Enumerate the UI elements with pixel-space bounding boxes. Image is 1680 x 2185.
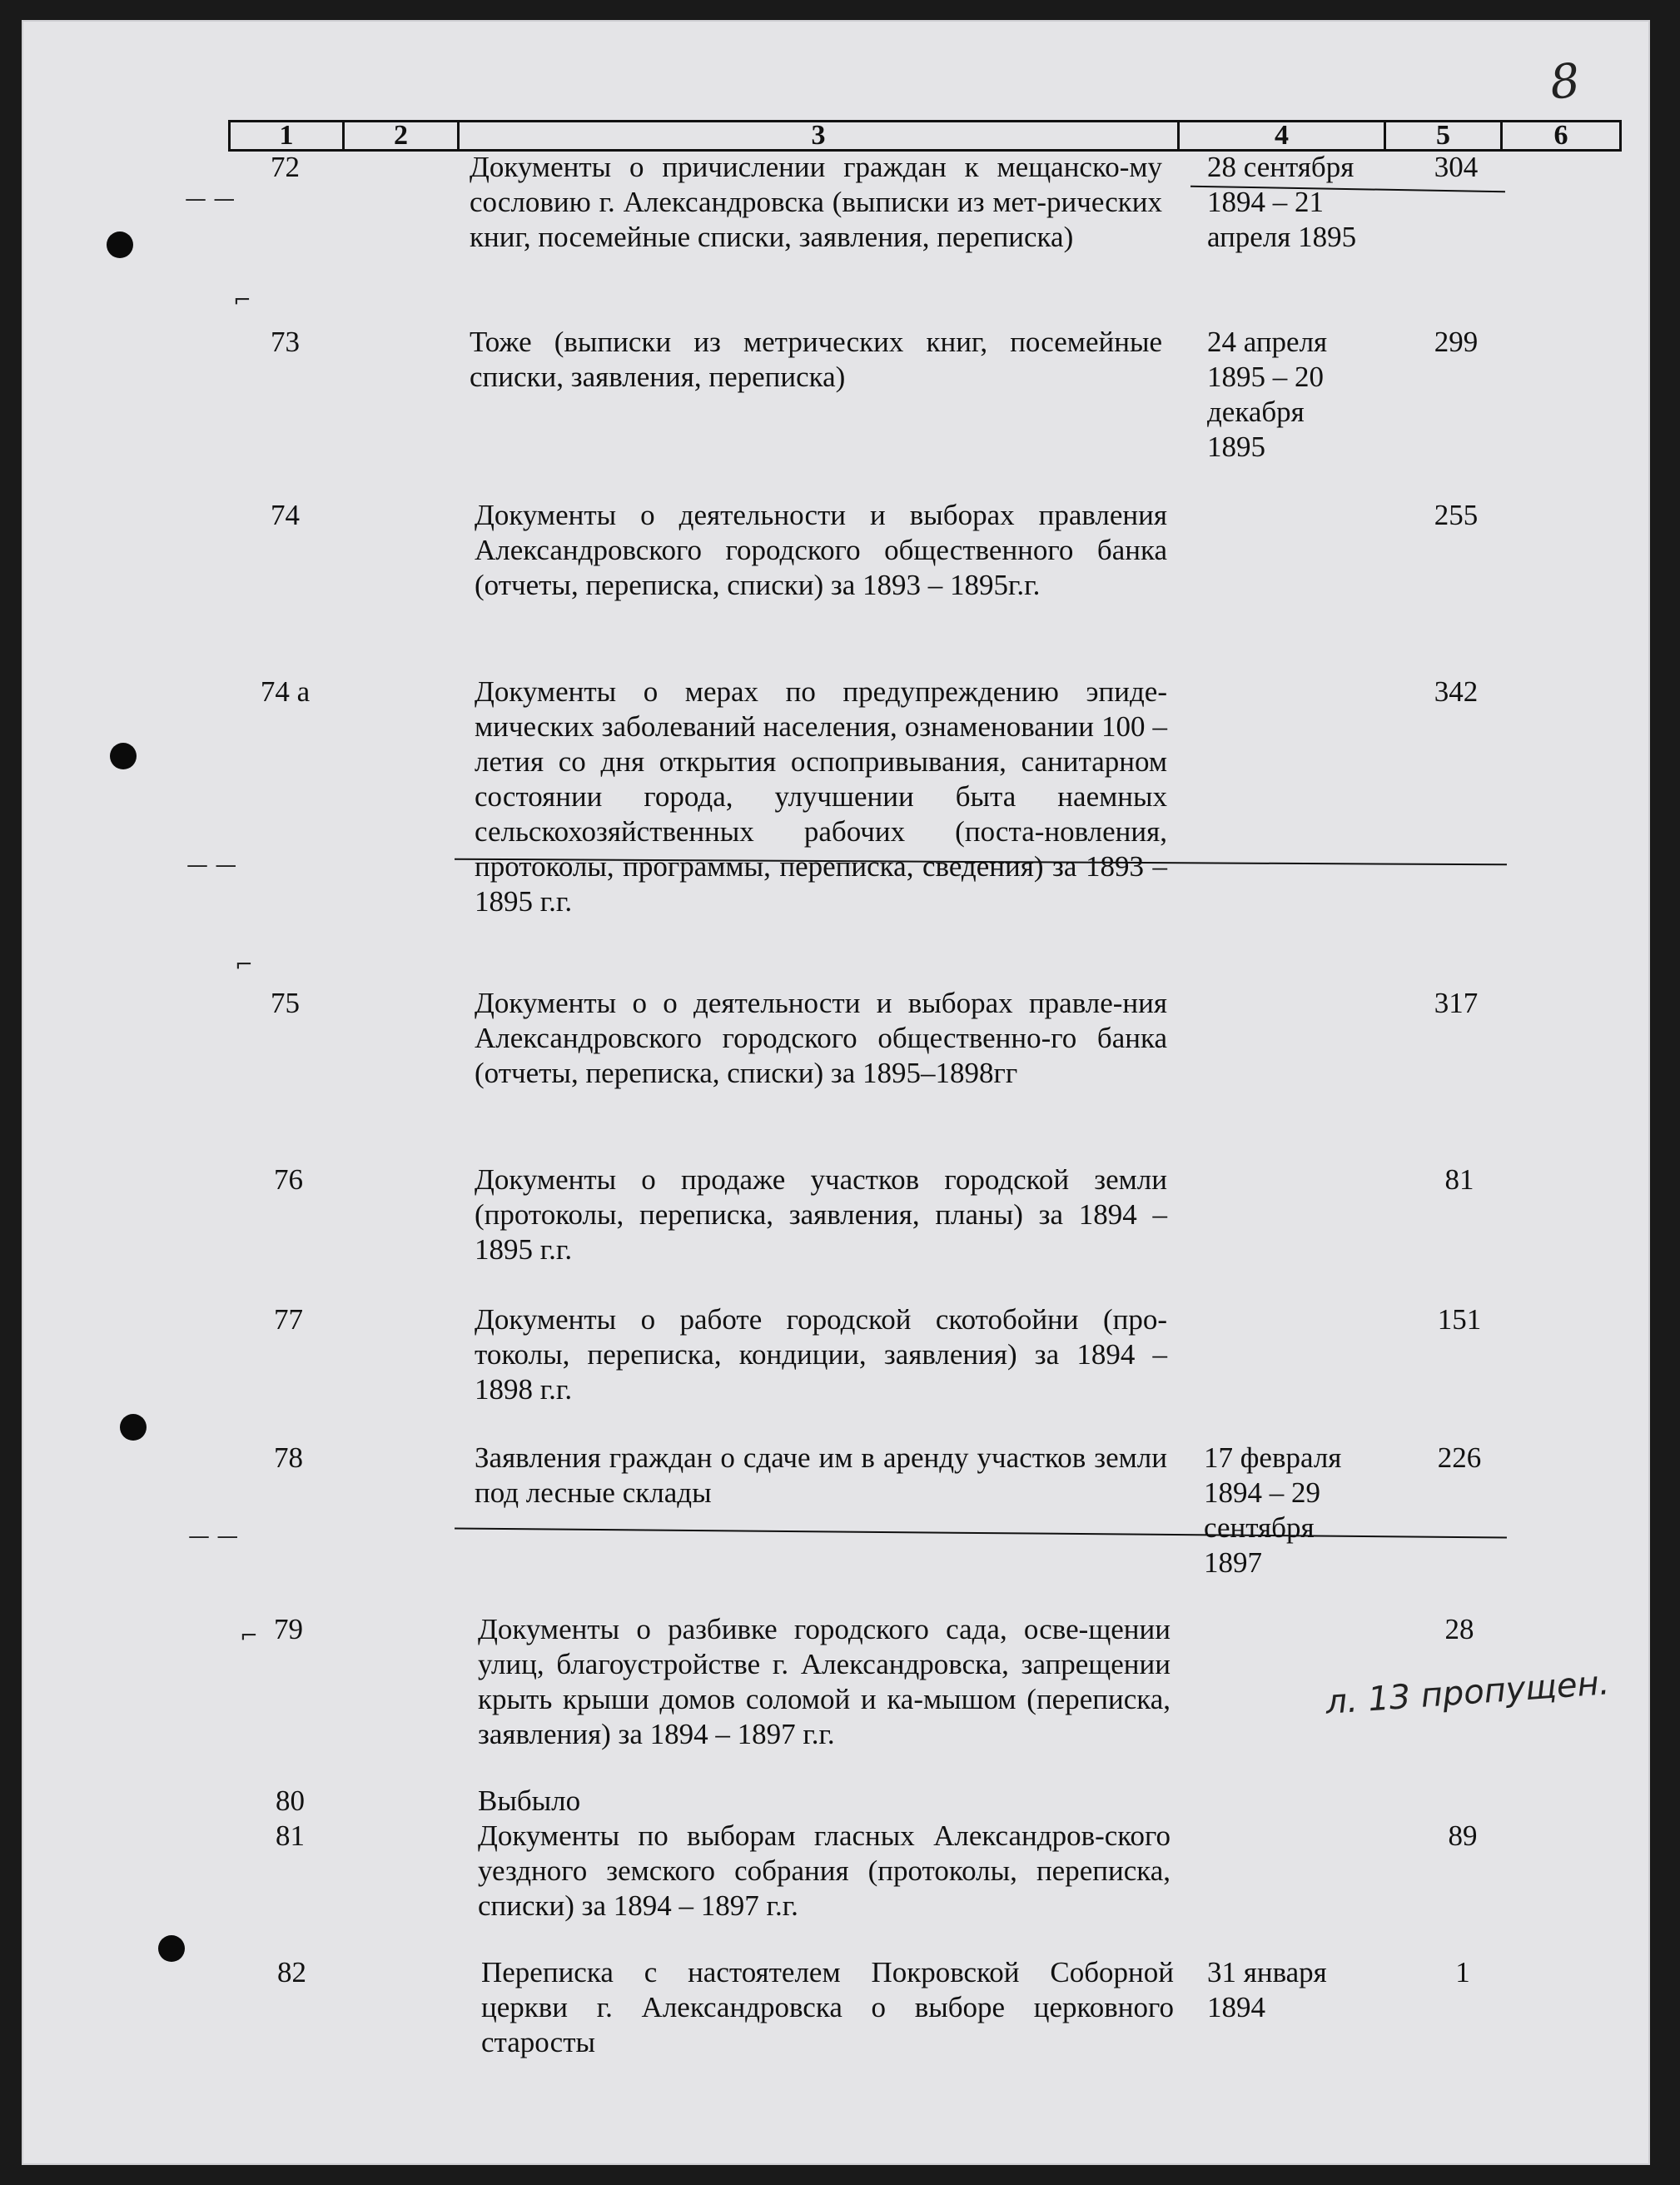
- punch-hole: [110, 743, 137, 769]
- row-sheets: 342: [1434, 675, 1479, 708]
- row-number: 80: [276, 1784, 305, 1817]
- row-title: Тоже (выписки из метрических книг, посемейные списки, заявления, переписка): [470, 326, 1162, 393]
- folio-number: 8: [1547, 53, 1583, 111]
- header-col-6: 6: [1553, 120, 1568, 151]
- row-sheets: 304: [1434, 151, 1479, 183]
- row-number: 74: [271, 499, 300, 531]
- row-number: 72: [271, 151, 300, 183]
- row-dates: 24 апреля 1895 – 20 декабря 1895: [1207, 326, 1328, 463]
- row-number: 78: [274, 1441, 303, 1474]
- row-dates: 31 января 1894: [1207, 1956, 1327, 2023]
- row-number: 81: [276, 1819, 305, 1852]
- row-title: Документы о причислении граждан к мещанско-му сословию г. Александровска (выписки из мет-рических книг, посемейные списки, заявления, переписка): [470, 151, 1162, 253]
- row-title: Документы о разбивке городского сада, осве-щении улиц, благоустройстве г. Александровска, запрещении крыть крыши домов соломой и ка-мышом (переписка, заявления) за 1894 – 1897 г.г.: [478, 1613, 1171, 1750]
- margin-mark: — —: [185, 187, 236, 212]
- row-sheets: 317: [1434, 987, 1479, 1019]
- header-col-1: 1: [231, 122, 345, 149]
- row-sheets: 226: [1437, 1441, 1482, 1474]
- row-number: 76: [274, 1163, 303, 1196]
- punch-hole: [158, 1935, 185, 1962]
- margin-mark: — —: [188, 1524, 239, 1549]
- row-sheets: 81: [1444, 1163, 1474, 1196]
- header-col-4: 4: [1180, 122, 1386, 149]
- margin-mark: ⌐: [240, 1624, 258, 1649]
- row-number: 79: [274, 1613, 303, 1645]
- row-number: 73: [271, 326, 300, 358]
- row-title: Выбыло: [478, 1784, 581, 1817]
- document-sheet: [22, 20, 1650, 2165]
- row-title: Документы о продаже участков городской земли (протоколы, переписка, заявления, планы) за 1894 –1895 г.г.: [475, 1163, 1167, 1266]
- row-number: 74 а: [260, 675, 311, 708]
- margin-mark: ⌐: [233, 288, 251, 313]
- row-title: Документы о о деятельности и выборах правле-ния Александровского городского общественно-го банка (отчеты, переписка, списки) за 1895–1898гг: [475, 987, 1167, 1089]
- punch-hole: [107, 231, 133, 258]
- header-col-3: 3: [460, 122, 1180, 149]
- header-col-2: 2: [345, 122, 460, 149]
- margin-mark: ⌐: [235, 953, 253, 978]
- row-sheets: 89: [1448, 1819, 1478, 1852]
- row-sheets: 151: [1437, 1303, 1482, 1336]
- table-header: [228, 120, 1622, 152]
- row-title: Документы о мерах по предупреждению эпиде-мических заболеваний населения, ознаменовании 100 – летия со дня открытия оспопривывания, санитарном состоянии города, улучшении быта наемных сельскохозяйственных рабочих (поста-новления, протоколы, программы, переписка, сведения) за 1893 – 1895 г.г.: [475, 675, 1167, 918]
- header-col-5: 5: [1386, 122, 1503, 149]
- row-dates: 17 февраля 1894 – 29 сентября 1897: [1204, 1441, 1342, 1579]
- row-number: 82: [277, 1956, 306, 1988]
- margin-mark: — —: [186, 853, 237, 878]
- punch-hole: [120, 1414, 147, 1441]
- row-title: Документы о деятельности и выборах правления Александровского городского общественного банка (отчеты, переписка, списки) за 1893 – 1895г.г.: [475, 499, 1167, 601]
- row-title: Переписка с настоятелем Покровской Соборной церкви г. Александровска о выборе церковного старосты: [481, 1956, 1174, 2058]
- handwritten-note: л. 13 пропущен.: [1324, 1664, 1611, 1722]
- row-number: 77: [274, 1303, 303, 1336]
- row-dates: 28 сентября 1894 – 21 апреля 1895: [1207, 151, 1357, 253]
- row-sheets: 299: [1434, 326, 1479, 358]
- row-number: 75: [271, 987, 300, 1019]
- row-sheets: 255: [1434, 499, 1479, 531]
- row-title: Документы по выборам гласных Александров-ского уездного земского собрания (протоколы, переписка, списки) за 1894 – 1897 г.г.: [478, 1819, 1171, 1922]
- row-sheets: 28: [1444, 1613, 1474, 1645]
- row-title: Заявления граждан о сдаче им в аренду участков земли под лесные склады: [475, 1441, 1167, 1509]
- row-title: Документы о работе городской скотобойни (про-токолы, переписка, кондиции, заявления) за 1894 – 1898 г.г.: [475, 1303, 1167, 1406]
- row-sheets: 1: [1455, 1956, 1470, 1988]
